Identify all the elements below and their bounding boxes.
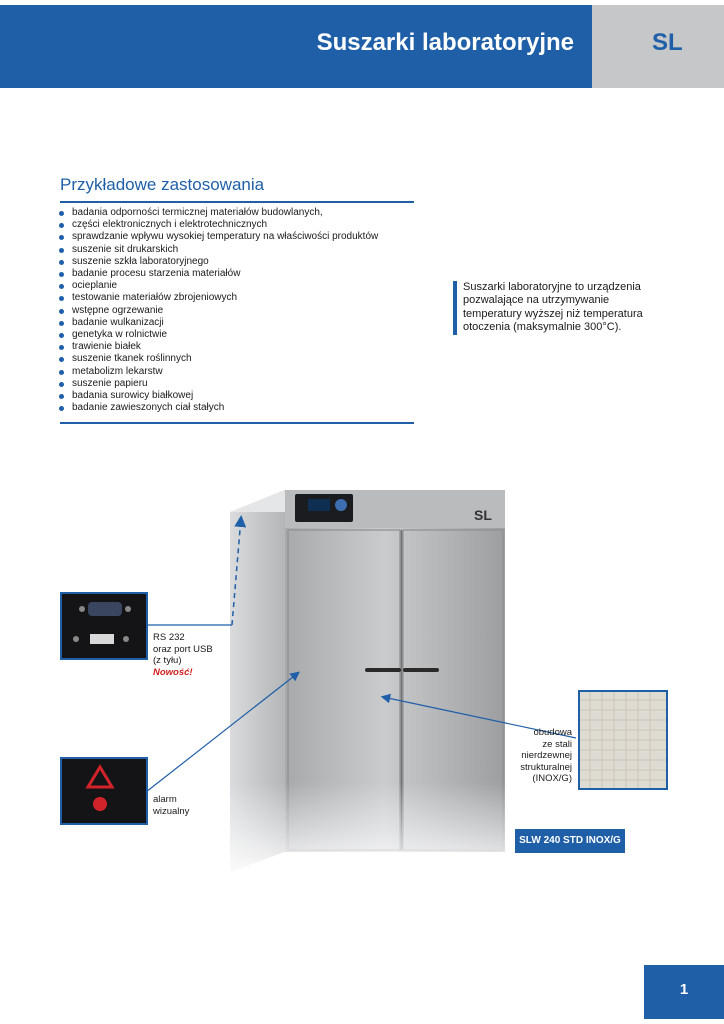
model-badge: SLW 240 STD INOX/G — [515, 829, 625, 853]
caption-line: RS 232 — [153, 632, 185, 643]
caption-line: strukturalnej — [520, 761, 572, 773]
page-title: Suszarki laboratoryjne — [316, 29, 574, 56]
list-item: badania odporności termicznej materiałów budowlanych, — [58, 207, 408, 219]
caption-line: ze stali — [542, 738, 572, 750]
caption-line: wizualny — [153, 805, 190, 817]
intro-text: Suszarki laboratoryjne to urządzenia pozwalające na utrzymywanie temperatury wyższej niż temperatura otoczenia (maksymalnie 300°C). — [453, 281, 663, 335]
list-item: suszenie papieru — [58, 378, 408, 390]
list-item: badania surowicy białkowej — [58, 390, 408, 402]
list-item: testowanie materiałów zbrojeniowych — [58, 292, 408, 304]
caption-line: (z tyłu) — [153, 655, 182, 666]
caption-line: (INOX/G) — [532, 773, 572, 784]
alarm-caption — [153, 794, 189, 817]
device-label: SL — [474, 507, 492, 523]
list-item: badanie zawieszonych ciał stałych — [58, 402, 408, 414]
page-number: 1 — [679, 981, 689, 998]
section-title: Przykładowe zastosowania — [60, 175, 265, 194]
list-item: wstępne ogrzewanie — [58, 305, 408, 317]
list-item: genetyka w rolnictwie — [58, 329, 408, 341]
list-item: badanie procesu starzenia materiałów — [58, 268, 408, 280]
casing-caption — [520, 727, 572, 785]
list-item: suszenie tkanek roślinnych — [58, 353, 408, 365]
header-code: SL — [652, 29, 683, 56]
new-badge: Nowość! — [153, 666, 193, 678]
caption-line: obudowa — [533, 727, 572, 738]
caption-line: alarm — [153, 794, 177, 805]
list-item: sprawdzanie wpływu wysokiej temperatury na właściwości produktów — [58, 231, 408, 243]
list-item: części elektronicznych i elektrotechnicznych — [58, 219, 408, 231]
list-item: trawienie białek — [58, 341, 408, 353]
list-item: badanie wulkanizacji — [58, 317, 408, 329]
list-item: suszenie sit drukarskich — [58, 244, 408, 256]
page-number-box — [644, 965, 724, 1019]
caption-line: oraz port USB — [153, 643, 213, 655]
list-item: suszenie szkła laboratoryjnego — [58, 256, 408, 268]
rs232-caption — [153, 632, 213, 678]
list-item: metabolizm lekarstw — [58, 366, 408, 378]
caption-line: nierdzewnej — [521, 750, 572, 761]
list-item: ocieplanie — [58, 280, 408, 292]
